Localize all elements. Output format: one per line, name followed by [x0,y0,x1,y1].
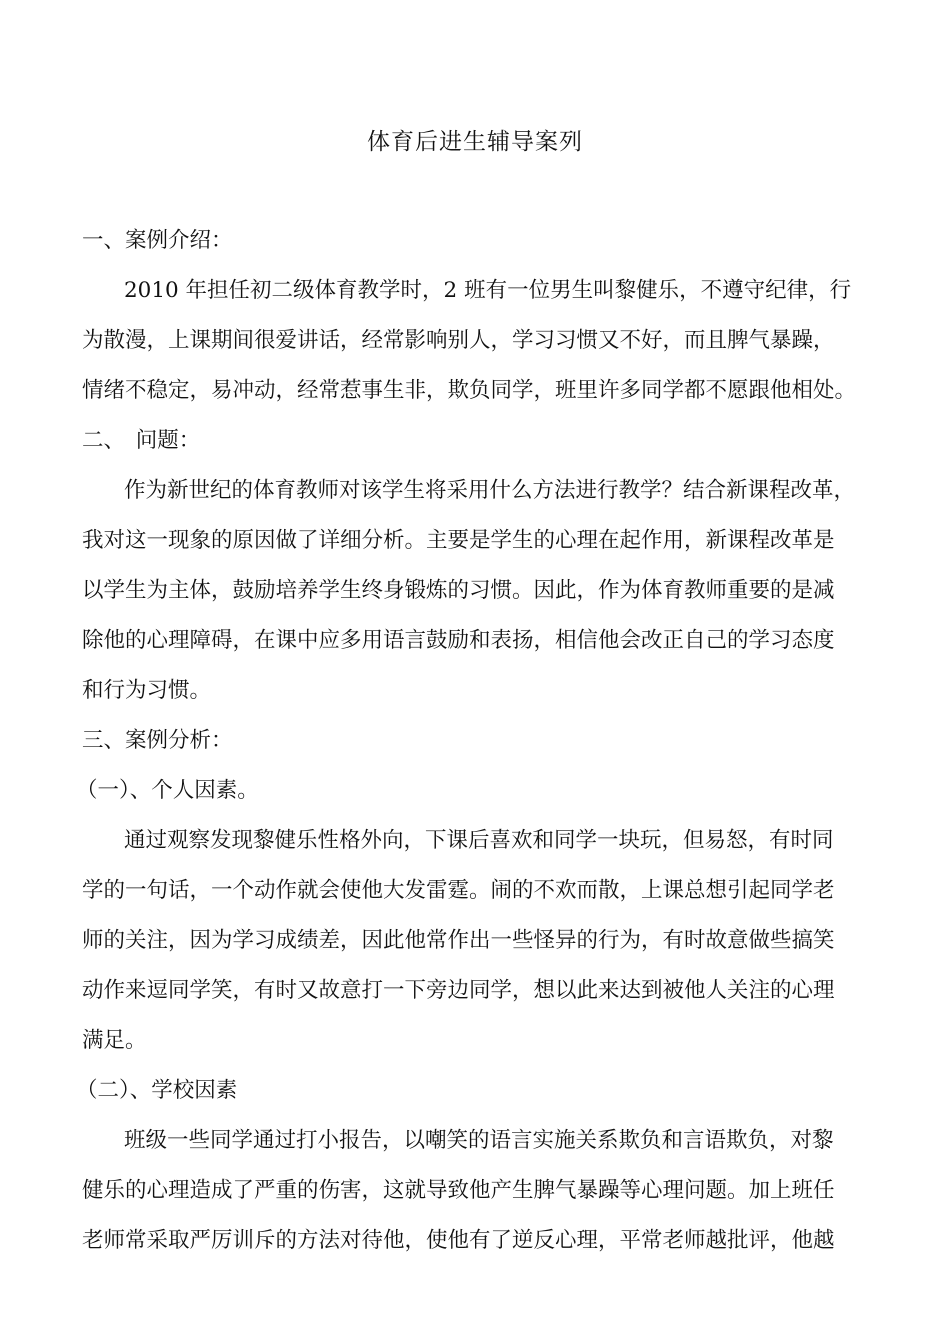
section-heading-case-intro: 一、案例介绍： [82,228,233,253]
section-heading-problem: 二、 问题： [82,428,201,453]
paragraph-line: 作为新世纪的体育教师对该学生将采用什么方法进行教学？结合新课程改革， [124,478,856,503]
paragraph-line: 和行为习惯。 [82,678,212,703]
paragraph-line: 通过观察发现黎健乐性格外向，下课后喜欢和同学一块玩，但易怒，有时同 [124,828,834,853]
paragraph-line: 以学生为主体，鼓励培养学生终身锻炼的习惯。因此，作为体育教师重要的是减 [82,578,835,603]
paragraph-line: 2010 年担任初二级体育教学时，2 班有一位男生叫黎健乐，不遵守纪律，行 [124,278,852,303]
paragraph-line: 情绪不稳定，易冲动，经常惹事生非，欺负同学，班里许多同学都不愿跟他相处。 [82,378,857,403]
subsection-heading-personal: （一）、个人因素。 [76,778,259,803]
paragraph-line: 师的关注，因为学习成绩差，因此他常作出一些怪异的行为，有时故意做些搞笑 [82,928,835,953]
paragraph-line: 动作来逗同学笑，有时又故意打一下旁边同学，想以此来达到被他人关注的心理 [82,978,835,1003]
paragraph-line: 除他的心理障碍，在课中应多用语言鼓励和表扬，相信他会改正自己的学习态度 [82,628,835,653]
paragraph-line: 班级一些同学通过打小报告，以嘲笑的语言实施关系欺负和言语欺负，对黎 [124,1128,834,1153]
paragraph-line: 健乐的心理造成了严重的伤害，这就导致他产生脾气暴躁等心理问题。加上班任 [82,1178,835,1203]
paragraph-line: 为散漫，上课期间很爱讲话，经常影响别人，学习习惯又不好，而且脾气暴躁， [82,328,835,353]
paragraph-line: 我对这一现象的原因做了详细分析。主要是学生的心理在起作用，新课程改革是 [82,528,835,553]
paragraph-line: 学的一句话，一个动作就会使他大发雷霆。闹的不欢而散，上课总想引起同学老 [82,878,835,903]
paragraph-line: 满足。 [82,1028,147,1053]
section-heading-analysis: 三、案例分析： [82,728,233,753]
paragraph-line: 老师常采取严厉训斥的方法对待他，使他有了逆反心理，平常老师越批评，他越 [82,1228,835,1253]
subsection-heading-school: （二）、学校因素 [76,1078,238,1103]
document-title: 体育后进生辅导案列 [367,129,583,155]
